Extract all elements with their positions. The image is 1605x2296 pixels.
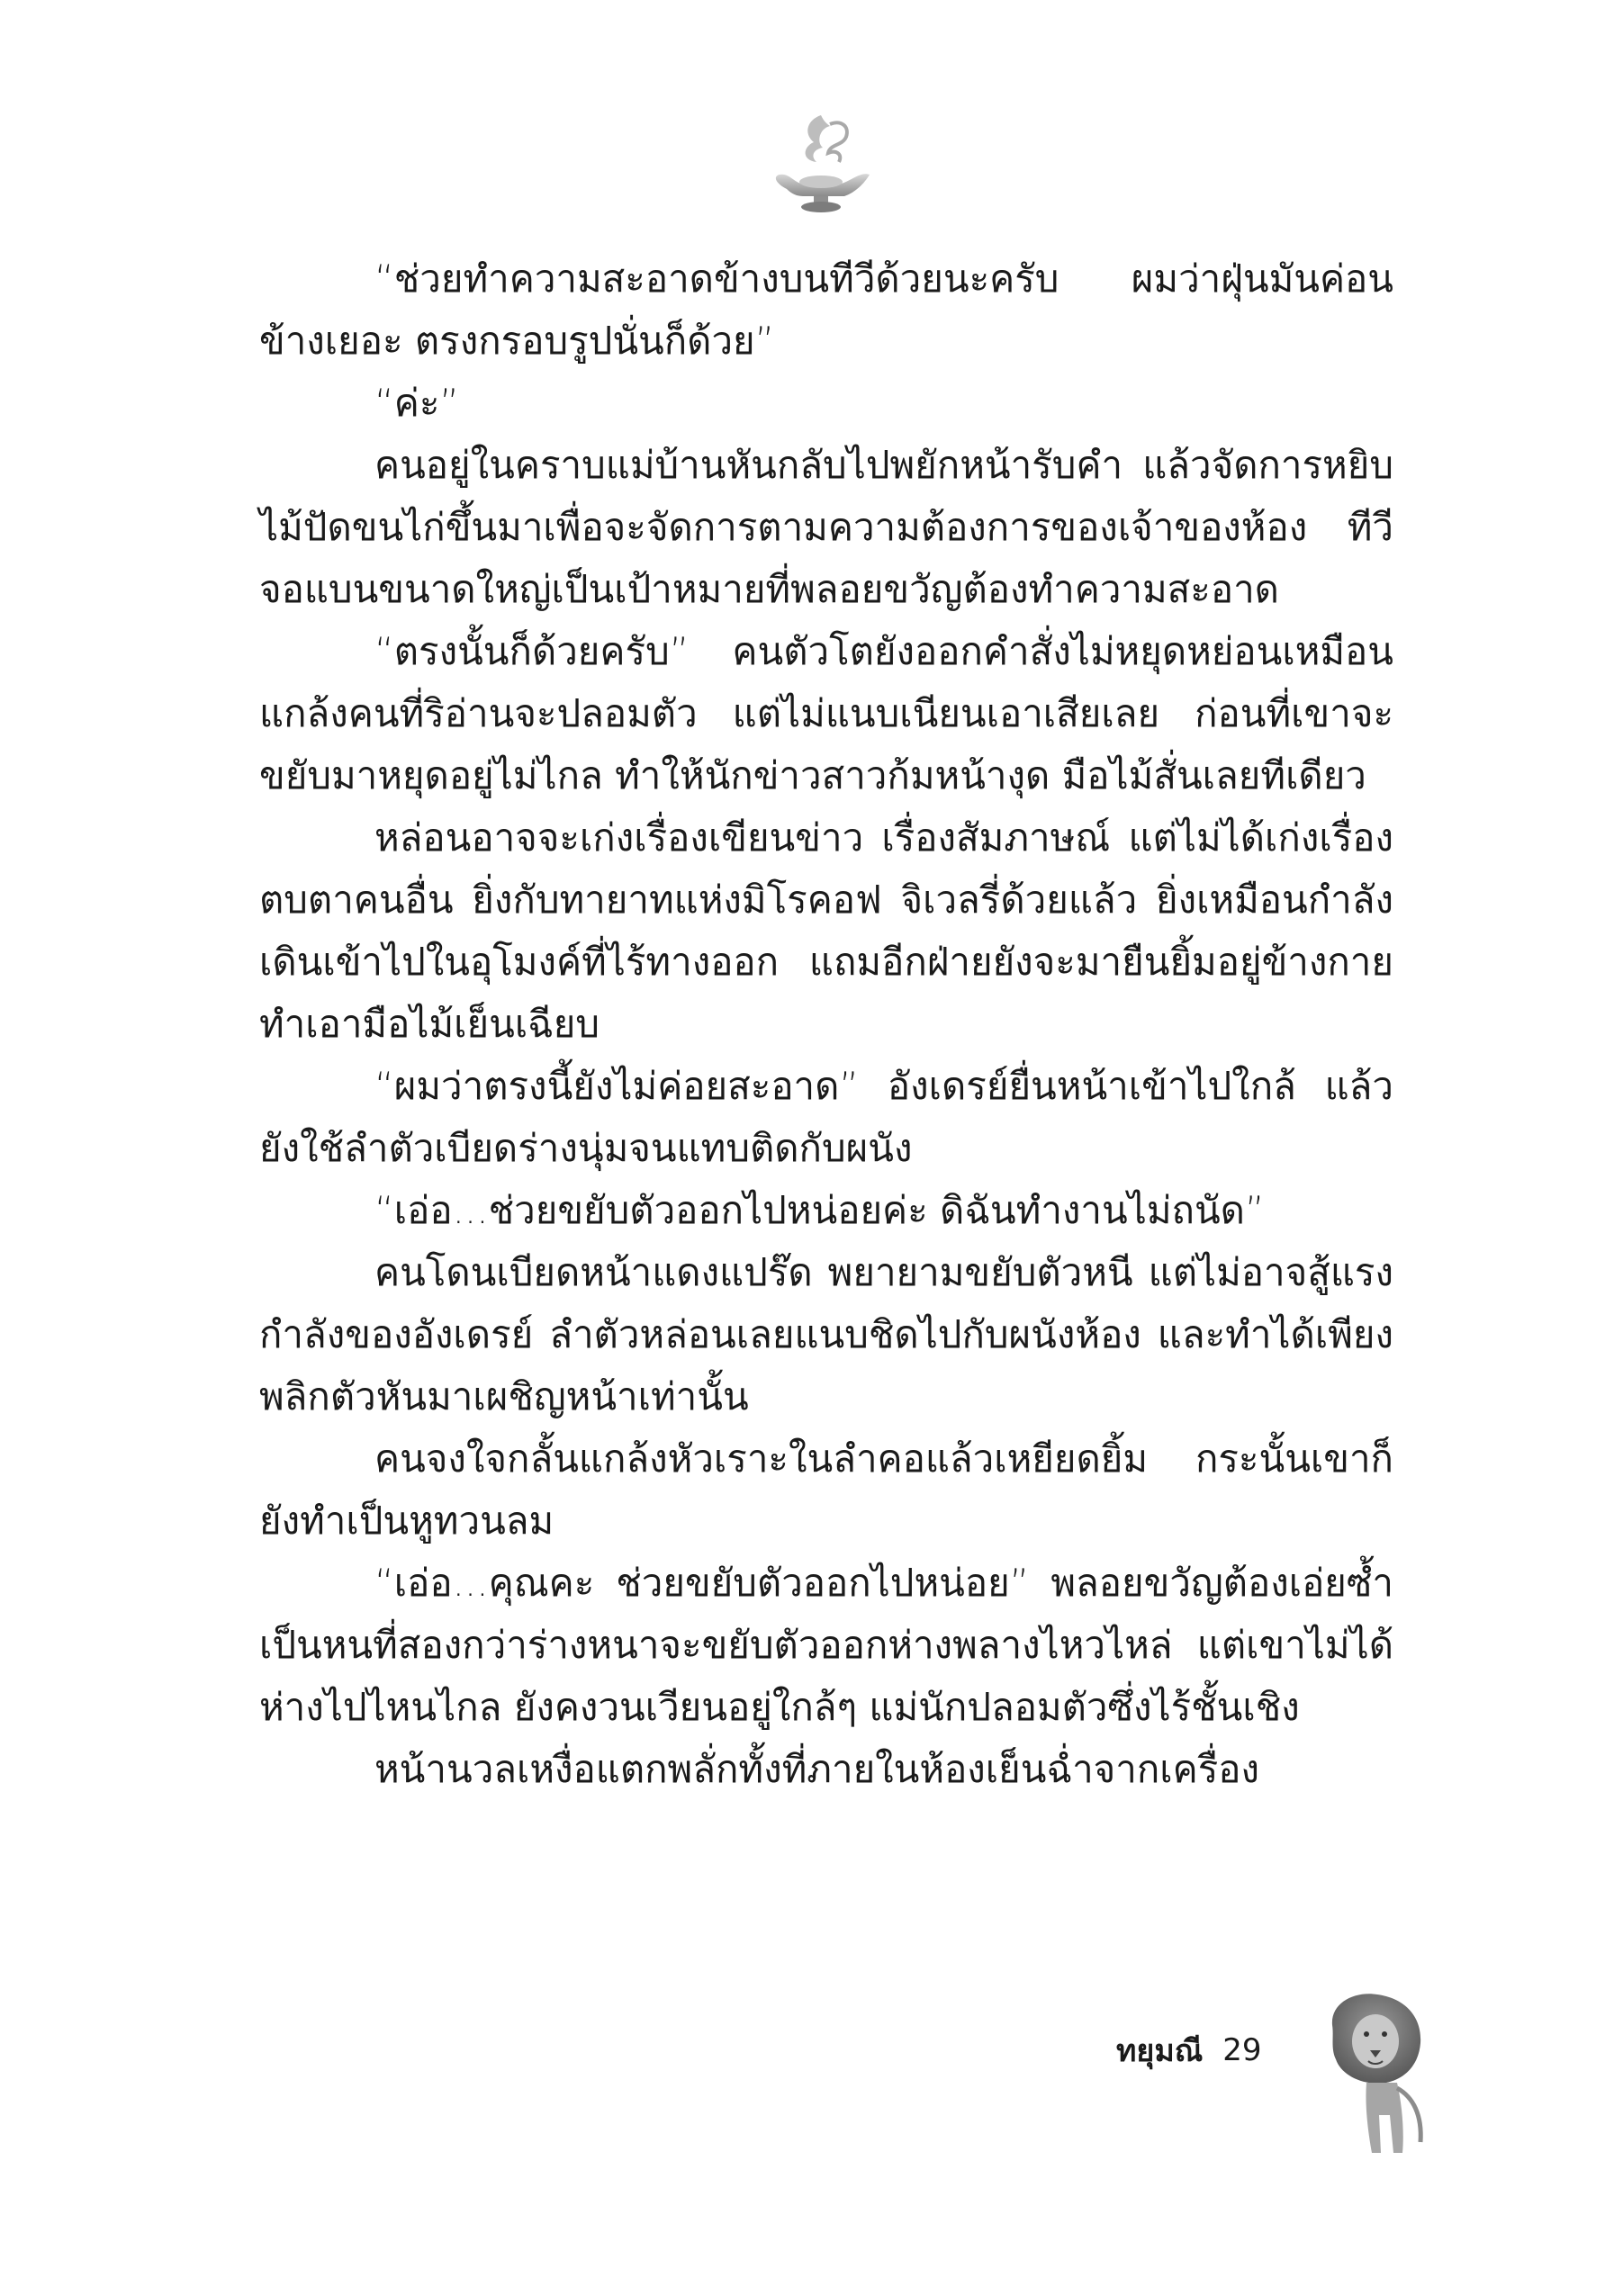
genie-lamp-icon [767, 106, 875, 223]
page-footer [1116, 2023, 1262, 2077]
lion-icon [1314, 1989, 1449, 2160]
paragraph-11: หน้านวลเหงื่อแตกพลั่กทั้งที่ภายในห้องเย็นฉ่ำจากเครื่อง [374, 1747, 1260, 1791]
paragraph-8: คนโดนเบียดหน้าแดงแปร๊ด พยายามขยับตัวหนี แต่ไม่อาจสู้แรงกำลังของอังเดรย์ ลำตัวหล่อนเลยแนบชิดไปกับผนังห้อง และทำได้เพียงพลิกตัวหันมาเผชิญหน้าเท่านั้น [259, 1250, 1393, 1418]
paragraph-4: “ตรงนั้นก็ด้วยครับ” คนตัวโตยังออกคำสั่งไม่หยุดหย่อนเหมือนแกล้งคนที่ริอ่านจะปลอมตัว แต่ไม่แนบเนียนเอาเสียเลย ก่อนที่เขาจะขยับมาหยุดอยู่ไม่ไกล ทำให้นักข่าวสาวก้มหน้างุด มือไม้สั่นเลยทีเดียว [259, 629, 1393, 797]
paragraph-1: “ช่วยทำความสะอาดข้างบนทีวีด้วยนะครับ ผมว่าฝุ่นมันค่อนข้างเยอะ ตรงกรอบรูปนั่นก็ด้วย” [259, 257, 1393, 363]
paragraph-5: หล่อนอาจจะเก่งเรื่องเขียนข่าว เรื่องสัมภาษณ์ แต่ไม่ได้เก่งเรื่องตบตาคนอื่น ยิ่งกับทายาทแห่งมิโรคอฟ จิเวลรี่ด้วยแล้ว ยิ่งเหมือนกำลังเดินเข้าไปในอุโมงค์ที่ไร้ทางออก แถมอีกฝ่ายยังจะมายืนยิ้มอยู่ข้างกาย ทำเอามือไม้เย็นเฉียบ [259, 815, 1393, 1046]
paragraph-2: “ค่ะ” [374, 381, 460, 425]
footer-author: ทยุมณี [1116, 2033, 1204, 2069]
paragraph-7: “เอ่อ...ช่วยขยับตัวออกไปหน่อยค่ะ ดิฉันทำงานไม่ถนัด” [374, 1188, 1265, 1232]
paragraph-6: “ผมว่าตรงนี้ยังไม่ค่อยสะอาด” อังเดรย์ยื่นหน้าเข้าไปใกล้ แล้วยังใช้ลำตัวเบียดร่างนุ่มจนแทบติดกับผนัง [259, 1064, 1393, 1170]
paragraph-3: คนอยู่ในคราบแม่บ้านหันกลับไปพยักหน้ารับคำ แล้วจัดการหยิบไม้ปัดขนไก่ขึ้นมาเพื่อจะจัดการตามความต้องการของเจ้าของห้อง ทีวีจอแบนขนาดใหญ่เป็นเป้าหมายที่พลอยขวัญต้องทำความสะอาด [259, 443, 1393, 611]
paragraph-10: “เอ่อ...คุณคะ ช่วยขยับตัวออกไปหน่อย” พลอยขวัญต้องเอ่ยซ้ำเป็นหนที่สองกว่าร่างหนาจะขยับตัวออกห่างพลางไหวไหล่ แต่เขาไม่ได้ห่างไปไหนไกล ยังคงวนเวียนอยู่ใกล้ๆ แม่นักปลอมตัวซึ่งไร้ชั้นเชิง [259, 1561, 1393, 1729]
body-text [259, 248, 1393, 1800]
paragraph-9: คนจงใจกลั้นแกล้งหัวเราะในลำคอแล้วเหยียดยิ้ม กระนั้นเขาก็ยังทำเป็นหูทวนลม [259, 1436, 1393, 1543]
page-number: 29 [1222, 2032, 1262, 2068]
